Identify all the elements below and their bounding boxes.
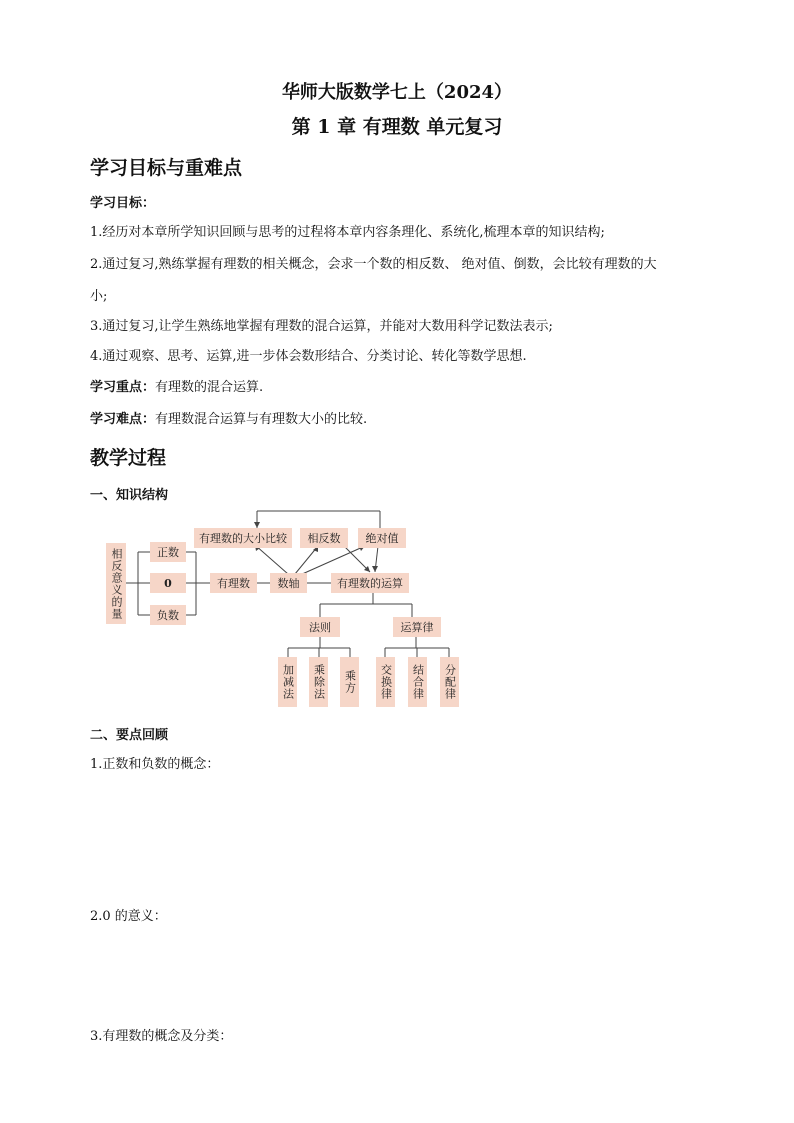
diagram-node-power: 乘方 bbox=[340, 657, 359, 707]
diagram-node-laws: 运算律 bbox=[393, 617, 441, 637]
diagram-node-associative: 结合律 bbox=[408, 657, 427, 707]
goal-item-1: 1.经历对本章所学知识回顾与思考的过程将本章内容条理化、系统化,梳理本章的知识结构; bbox=[90, 225, 605, 240]
diagram-node-positive: 正数 bbox=[150, 542, 186, 562]
section-heading-process: 教学过程 bbox=[90, 447, 167, 469]
review-item-1: 1.正数和负数的概念： bbox=[90, 757, 220, 772]
difficult-point-label: 学习难点： bbox=[90, 412, 156, 427]
diagram-node-add-sub: 加减法 bbox=[278, 657, 297, 707]
section-heading-goals: 学习目标与重难点 bbox=[90, 157, 243, 179]
diagram-node-rules: 法则 bbox=[300, 617, 340, 637]
diagram-node-negative: 负数 bbox=[150, 605, 186, 625]
difficult-point-text: 有理数混合运算与有理数大小的比较. bbox=[155, 412, 368, 427]
goal-item-4: 4.通过观察、思考、运算,进一步体会数形结合、分类讨论、转化等数学思想. bbox=[90, 349, 527, 364]
key-point-text: 有理数的混合运算. bbox=[155, 380, 264, 395]
chapter-title: 第 1 章 有理数 单元复习 bbox=[291, 116, 503, 138]
goal-item-3: 3.通过复习,让学生熟练地掌握有理数的混合运算，并能对大数用科学记数法表示; bbox=[90, 319, 553, 334]
diagram-node-commutative: 交换律 bbox=[376, 657, 395, 707]
diagram-node-zero: 0 bbox=[150, 573, 186, 593]
review-item-2: 2.0 的意义： bbox=[90, 909, 167, 924]
diagram-node-distributive: 分配律 bbox=[440, 657, 459, 707]
goal-item-2-continued: 小; bbox=[90, 289, 108, 304]
diagram-node-rational: 有理数 bbox=[210, 573, 257, 593]
review-item-3: 3.有理数的概念及分类： bbox=[90, 1029, 233, 1044]
diagram-node-absolute: 绝对值 bbox=[358, 528, 406, 548]
goal-item-2: 2.通过复习,熟练掌握有理数的相关概念，会求一个数的相反数、 绝对值、倒数，会比较有理数的大 bbox=[90, 257, 657, 272]
key-points-review-heading: 二、要点回顾 bbox=[90, 728, 169, 743]
document-title: 华师大版数学七上（2024） bbox=[281, 82, 513, 103]
diagram-node-mul-div: 乘除法 bbox=[309, 657, 328, 707]
diagram-node-opposite: 相反数 bbox=[300, 528, 348, 548]
key-point-label: 学习重点： bbox=[90, 380, 156, 395]
knowledge-structure-heading: 一、知识结构 bbox=[90, 488, 169, 503]
diagram-node-opposite-meaning: 相反意义的量 bbox=[106, 543, 126, 624]
diagram-node-number-line: 数轴 bbox=[270, 573, 307, 593]
diagram-node-compare: 有理数的大小比较 bbox=[194, 528, 292, 548]
diagram-node-operations: 有理数的运算 bbox=[331, 573, 409, 593]
goals-label: 学习目标： bbox=[90, 196, 156, 211]
